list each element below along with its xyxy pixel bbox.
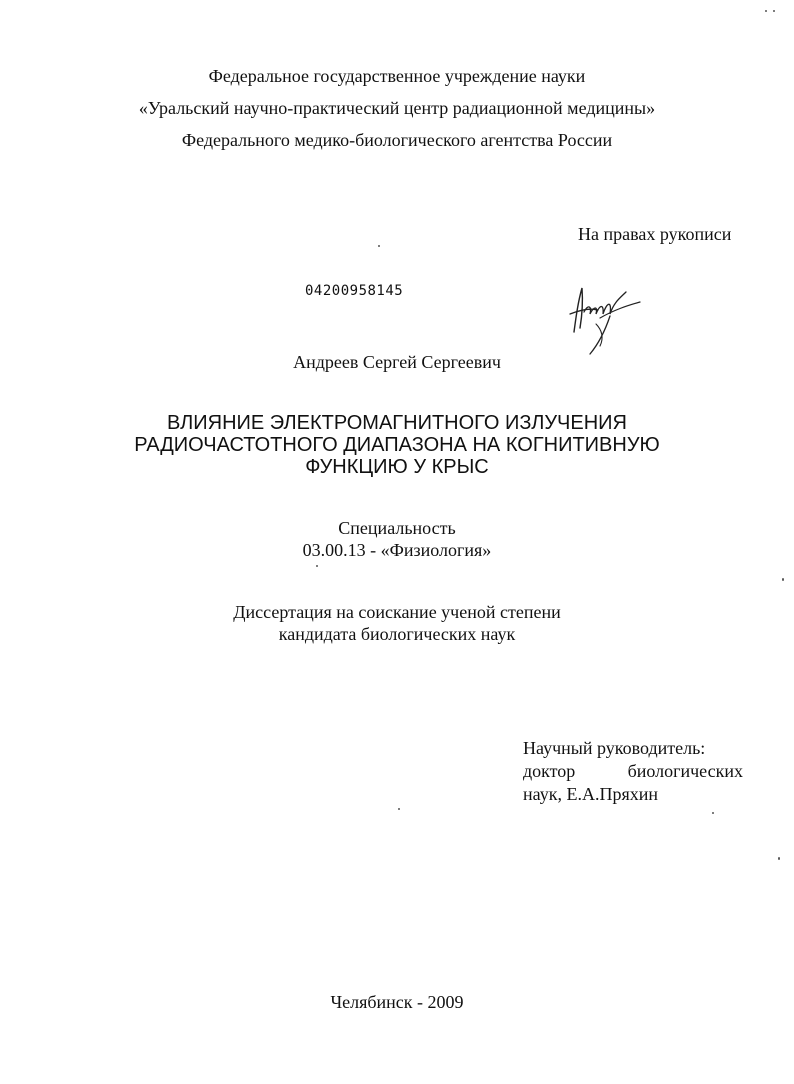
supervisor-field-word: биологических: [627, 761, 743, 781]
scan-speck: [765, 10, 767, 12]
scan-speck: [398, 808, 400, 810]
thesis-title-line-1: ВЛИЯНИЕ ЭЛЕКТРОМАГНИТНОГО ИЗЛУЧЕНИЯ: [167, 412, 627, 434]
thesis-title-line-2: РАДИОЧАСТОТНОГО ДИАПАЗОНА НА КОГНИТИВНУЮ: [134, 434, 660, 456]
supervisor-degree-word: доктор: [523, 761, 576, 781]
rights-note: На правах рукописи: [578, 224, 732, 244]
supervisor-label: Научный руководитель:: [523, 738, 706, 758]
scan-speck: [778, 857, 780, 860]
institution-line-2: «Уральский научно-практический центр радиационной медицины»: [138, 98, 656, 118]
supervisor-name: наук, Е.А.Пряхин: [523, 784, 658, 804]
institution-line-1: Федеральное государственное учреждение науки: [208, 66, 586, 86]
author-name: Андреев Сергей Сергеевич: [293, 352, 501, 372]
inventory-number: 04200958145: [305, 283, 404, 299]
handwritten-signature: [560, 272, 650, 362]
city-year: Челябинск - 2009: [330, 992, 464, 1012]
scan-speck: [782, 578, 784, 581]
institution-line-3: Федерального медико-биологического агентства России: [181, 130, 613, 150]
degree-line-2: кандидата биологических наук: [278, 624, 516, 644]
scan-speck: [316, 565, 318, 567]
scan-speck: [378, 245, 380, 247]
scan-speck: [773, 10, 775, 12]
degree-line-1: Диссертация на соискание ученой степени: [233, 602, 561, 622]
specialty-label: Специальность: [338, 518, 456, 538]
thesis-title-line-3: ФУНКЦИЮ У КРЫС: [305, 456, 489, 478]
scan-speck: [712, 812, 714, 814]
supervisor-degree-line: [523, 760, 743, 782]
specialty-value: 03.00.13 - «Физиология»: [302, 540, 492, 560]
